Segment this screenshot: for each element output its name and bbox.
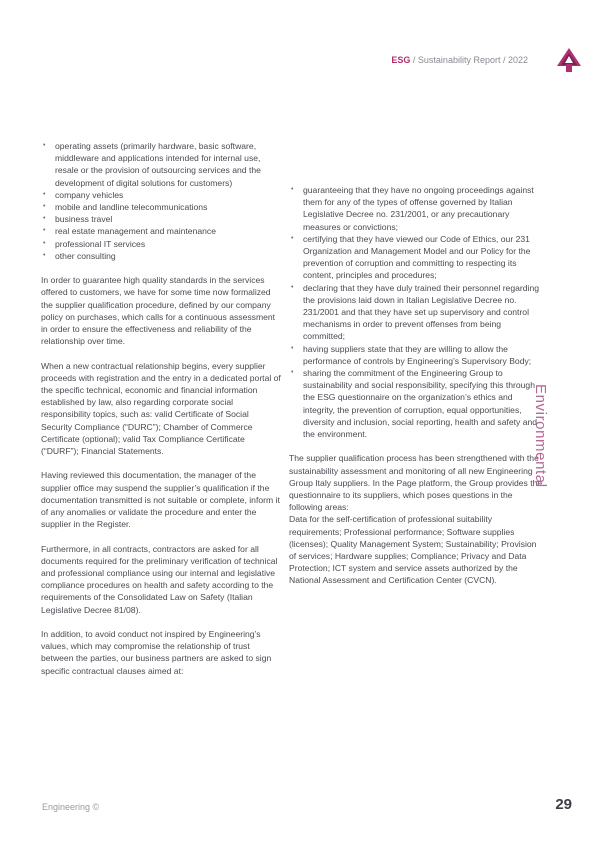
list-item: • mobile and landline telecommunications bbox=[41, 201, 281, 213]
header-report-title: Sustainability Report / 2022 bbox=[417, 55, 528, 65]
header-separator: / bbox=[410, 55, 418, 65]
section-side-label: Environmental bbox=[532, 384, 549, 488]
list-item: • business travel bbox=[41, 213, 281, 225]
list-item: • declaring that they have duly trained their personnel regarding the provisions laid down in Italian Legislative Decree no. 231/2001 and that they have set up supervisory and control mechanisms in order to prevent offenses from being committed; bbox=[289, 282, 545, 343]
list-item: • having suppliers state that they are willing to allow the performance of controls by Engineering’s Supervisory Body; bbox=[289, 343, 545, 367]
list-item: • sharing the commitment of the Engineering Group to sustainability and social responsibility, specifying this through the ESG questionnaire on the organization’s ethics and integrity, the prevention of corruption, equal opportunities, diversity and inclusion, social reporting, health and safety and the environment. bbox=[289, 367, 545, 440]
engineering-logo-icon bbox=[556, 47, 582, 73]
paragraph-qualification-process: The supplier qualification process has been strengthened with the sustainability assessment and monitoring of all new Engineering Group Italy suppliers. In the Page platform, the Group provides the questionnaire to its suppliers, which poses questions in the following areas: bbox=[289, 453, 543, 513]
list-item: • operating assets (primarily hardware, basic software, middleware and applications intended for internal use, resale or the provision of outsourcing services and the development of digital solutions for customers) bbox=[41, 140, 281, 189]
header-section: ESG bbox=[391, 55, 411, 65]
paragraph-contract-documents: Furthermore, in all contracts, contractors are asked for all documents required for the preliminary verification of technical and professional compliance using our internal and legislative compliance procedures on health and safety according to the requirements of the Consolidated Law on Safety (Italian Legislative Decree 81/08). bbox=[41, 543, 278, 615]
list-item: • other consulting bbox=[41, 250, 281, 262]
list-item: • guaranteeing that they have no ongoing proceedings against them for any of the types of offense governed by Italian Legislative Decree no. 231/2001, or any precautionary measures or convictions; bbox=[289, 184, 545, 233]
paragraph-questionnaire-areas: Data for the self-certification of professional suitability requirements; Professional performance; Software supplies (licenses); Quality Management System; Sustainability; Provision of services; Hardware supplies; Compliance; Privacy and Data Protection; ICT system and service assets authorized by the National Assessment and Certification Center (CVCN). bbox=[289, 514, 537, 586]
paragraph-supplier-registration: When a new contractual relationship begins, every supplier proceeds with registration and the entry in a dedicated portal of the specific technical, economic and financial information established by law, also regarding corporate social responsibility topics, such as: valid Certificate of Social Security Compliance (“DURC”); Chamber of Commerce Certificate (optional); valid Tax Compliance Certificate (“DURF”); Financial Statements. bbox=[41, 360, 281, 457]
paragraph-quality-standards: In order to guarantee high quality standards in the services offered to customers, we have for some time now formalized the supplier qualification procedure, defined by our company policy on purchases, which calls for a continuous assessment in order to ensure the effectiveness and reliability of the relationship over time. bbox=[41, 275, 276, 347]
page-header bbox=[391, 55, 528, 65]
list-item: • real estate management and maintenance bbox=[41, 225, 281, 237]
purchase-categories-list bbox=[41, 140, 281, 262]
list-item: • professional IT services bbox=[41, 238, 281, 250]
list-item: • company vehicles bbox=[41, 189, 281, 201]
page-number: 29 bbox=[555, 796, 572, 813]
contractual-clauses-list bbox=[289, 184, 545, 440]
footer-company: Engineering © bbox=[42, 802, 100, 812]
left-column bbox=[41, 140, 281, 677]
paragraph-contractual-clauses: In addition, to avoid conduct not inspired by Engineering’s values, which may compromise the relationship of trust between the parties, our business partners are asked to sign specific contractual clauses aimed at: bbox=[41, 629, 272, 676]
right-column bbox=[289, 140, 545, 587]
list-item: • certifying that they have viewed our Code of Ethics, our 231 Organization and Management Model and our Policy for the prevention of corruption and committing to respecting its content, principles and procedures; bbox=[289, 233, 545, 282]
paragraph-documentation-review: Having reviewed this documentation, the manager of the supplier office may suspend the supplier’s qualification if the documentation transmitted is not suitable or complete, inform it of any anomalies or validate the procedure and enter the supplier in the Register. bbox=[41, 470, 280, 530]
